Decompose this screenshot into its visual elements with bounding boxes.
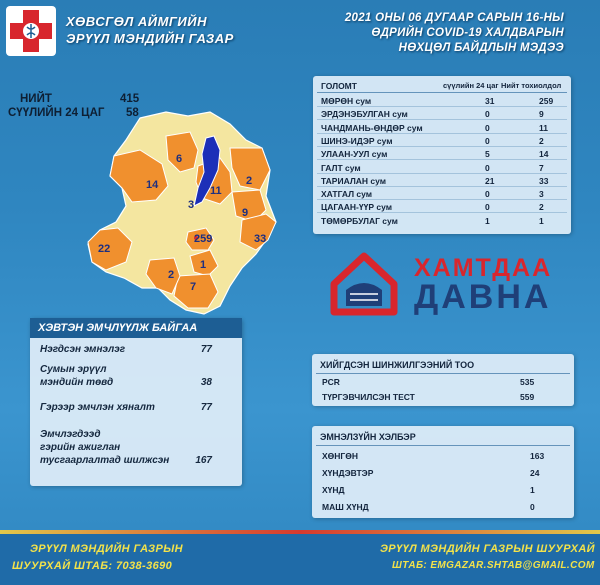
clinical-row-value: 163 [530,451,545,461]
focus-cell-total: 9 [539,109,544,120]
tests-row-label: ТҮРГЭВЧИЛСЭН ТЕСТ [322,392,415,402]
focus-cell-name: ТӨМӨРБУЛАГ сум [321,215,398,226]
hospital-row-value: 77 [200,344,212,355]
focus-cell-last24: 31 [485,96,495,106]
province-map [70,110,295,320]
focus-cell-name: ХАТГАЛ сум [321,189,373,200]
focus-table [313,76,571,234]
footer-right-line1: ЭРҮҮЛ МЭНДИЙН ГАЗРЫН ШУУРХАЙ [380,543,595,555]
footer-left-line1: ЭРҮҮЛ МЭНДИЙН ГАЗРЫН [30,543,183,555]
slogan-line1: ХАМТДАА [414,254,553,282]
hospital-row-label: тусгаарлалтад шилжсэн [40,455,170,466]
tests-row-label: PCR [322,377,340,387]
footer-left-line2: ШУУРХАЙ ШТАБ: 7038-3690 [12,560,173,572]
map-label: 2 [246,175,253,187]
map-label: 33 [254,233,267,245]
focus-cell-total: 33 [539,175,549,186]
clinical-panel [312,426,574,518]
row-divider [317,186,567,187]
row-divider [317,159,567,160]
tests-row-value: 535 [520,377,535,387]
row-divider [317,173,567,174]
clinical-row-label: ХҮНДЭВТЭР [322,468,374,478]
focus-cell-last24: 0 [485,122,490,133]
hospital-row-general [40,344,234,355]
org-name-line1: ХӨВСГӨЛ АЙМГИЙН [66,14,208,29]
focus-cell-total: 2 [539,135,544,146]
hospital-row-home [40,402,234,413]
footer-right-line2: ШТАБ: EMGAZAR.SHTAB@GMAIL.COM [392,560,595,571]
clinical-divider [316,445,570,446]
row-divider [317,146,567,147]
tests-title: ХИЙГДСЭН ШИНЖИЛГЭЭНИЙ ТОО [320,360,475,370]
focus-cell-last24: 1 [485,215,490,226]
row-divider [317,212,567,213]
hospital-row-label: Сумын эрүүл [40,364,107,375]
map-label: 2 [168,269,175,281]
focus-cell-total: 259 [539,96,554,106]
total-label: НИЙТ [20,93,52,105]
col-header-last24: сүүлийн 24 цаг [443,81,499,90]
hospital-row-label: мэндийн төвд [40,377,114,388]
hospital-row-soum [40,363,234,389]
clinical-row-label: ХҮНД [322,485,345,495]
focus-cell-last24: 0 [485,109,490,120]
row-divider [317,119,567,120]
focus-cell-name: ГАЛТ сум [321,162,361,173]
report-title-line3: НӨХЦӨЛ БАЙДЛЫН МЭДЭЭ [398,42,564,54]
clinical-row-label: ХӨНГӨН [322,451,358,461]
house-logo-icon [328,248,400,320]
focus-cell-last24: 0 [485,135,490,146]
last24-label: СҮҮЛИЙН 24 ЦАГ [8,107,105,119]
clinical-title: ЭМНЭЛЗҮЙН ХЭЛБЭР [320,432,416,442]
report-title-line1: 2021 ОНЫ 06 ДУГААР САРЫН 16-НЫ [344,12,564,24]
clinical-row-value: 0 [530,502,535,512]
focus-cell-total: 7 [539,162,544,173]
map-label: 7 [190,281,197,293]
tests-divider [316,373,570,374]
slogan-block [328,244,558,320]
col-header-total: Нийт тохиолдол [501,81,562,90]
map-label: 259 [194,233,213,245]
hospital-row-value: 77 [200,402,212,413]
hospital-title: ХЭВТЭН ЭМЧЛҮҮЛЖ БАЙГАА [30,318,242,338]
focus-cell-total: 3 [539,189,544,200]
tests-panel [312,354,574,406]
focus-cell-name: ЭРДЭНЭБУЛГАН сум [321,109,408,120]
hospital-row-value: 167 [195,455,212,466]
col-header-name: ГОЛОМТ [321,81,357,91]
map-label: 11 [210,185,222,197]
hospital-row-label: Гэрээр эмчлэн хяналт [40,402,155,413]
focus-cell-last24: 0 [485,189,490,200]
map-label: 3 [188,199,195,211]
hospital-row-isolation [40,428,234,467]
hospital-row-label: гэрийн ажиглан [40,442,121,453]
hospital-row-label: Нэгдсэн эмнэлэг [40,344,126,355]
header-divider [317,92,567,93]
focus-cell-last24: 21 [485,175,495,186]
focus-cell-name: УЛААН-УУЛ сум [321,149,388,160]
focus-cell-last24: 0 [485,162,490,173]
focus-cell-name: МӨРӨН сум [321,96,372,106]
clinical-row-label: МАШ ХҮНД [322,502,369,512]
focus-cell-total: 1 [539,215,544,226]
row-divider [317,133,567,134]
hospital-row-label: Эмчлэгдээд [40,429,101,440]
map-label: 14 [146,179,159,191]
slogan-line2: ДАВНА [414,278,552,316]
focus-cell-name: ТАРИАЛАН сум [321,175,387,186]
focus-cell-last24: 5 [485,149,490,160]
total-value: 415 [120,93,140,105]
focus-cell-name: ЦАГААН-ҮҮР сум [321,202,392,213]
health-cross-logo [6,6,56,56]
focus-cell-total: 2 [539,202,544,213]
last24-value: 58 [126,107,139,119]
map-label: 1 [200,259,207,271]
focus-cell-name: ШИНЭ-ИДЭР сум [321,135,393,146]
tests-row-value: 559 [520,392,535,402]
focus-cell-total: 11 [539,122,548,133]
map-label: 22 [98,243,111,255]
hospital-row-value: 38 [200,377,212,388]
report-title-line2: ӨДРИЙН COVID-19 ХАЛДВАРЫН [371,27,564,39]
clinical-row-value: 1 [530,485,535,495]
map-label: 9 [242,207,249,219]
map-label: 6 [176,153,183,165]
org-name-line2: ЭРҮҮЛ МЭНДИЙН ГАЗАР [66,31,234,46]
focus-cell-last24: 0 [485,202,490,213]
clinical-row-value: 24 [530,468,540,478]
focus-cell-name: ЧАНДМАНЬ-ӨНДӨР сум [321,122,423,133]
focus-cell-total: 14 [539,149,549,160]
row-divider [317,106,567,107]
hospital-panel [30,318,242,486]
row-divider [317,199,567,200]
